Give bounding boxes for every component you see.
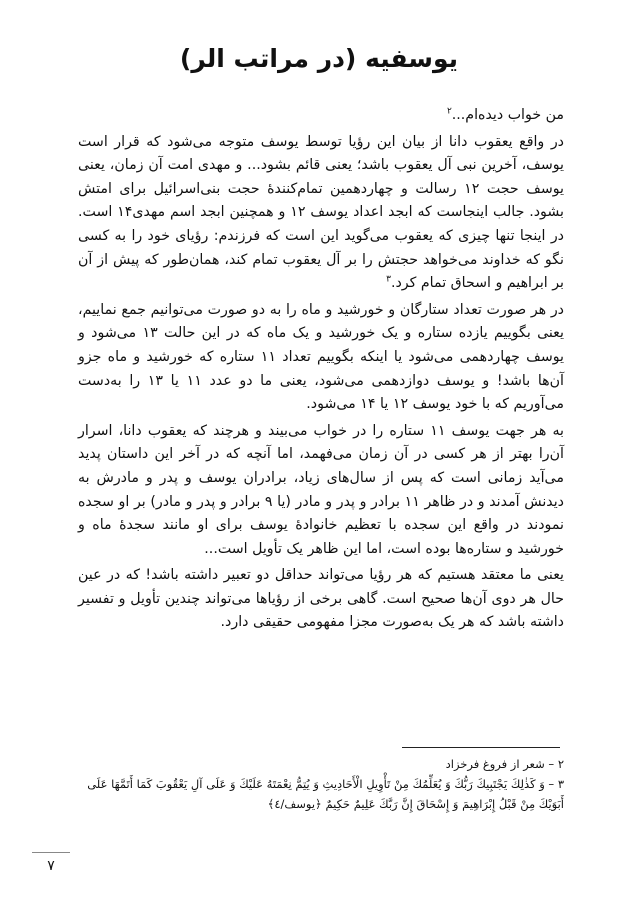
body-text xyxy=(78,104,564,638)
footnote-2: ٢ – شعر از فروغ فرخزاد xyxy=(445,757,564,771)
footnote-3: ٣ – وَ كَذٰلِكَ يَجْتَبِيكَ رَبُّكَ وَ يُعَلِّمُكَ مِنْ تَأْوِيلِ الْأَحَادِيثِ وَ يُتِمُّ نِعْمَتَهُ عَلَيْكَ وَ عَلَى آلِ يَعْقُوبَ كَمَا أَتَمَّهَا عَلَى أَبَوَيْكَ مِنْ قَبْلُ إِبْرَاهِيمَ وَ إِسْحَاقَ إِنَّ رَبَّكَ عَلِيمٌ حَكِيمٌ ﴿يوسف/٤﴾ xyxy=(87,777,564,811)
paragraph-text: به هر جهت یوسف ۱۱ ستاره را در خواب می‌بیند و هرچند که یعقوب دانا، اسرار آن‌را بهتر از هر کسی در آن زمان می‌فهمد، اما آنچه که در آخر این داستان پدید می‌آید زمانی است که پس از سال‌های زیاد، برادران یوسف و پدر و مادرش به دیدنش آمدند و در ظاهر ۱۱ برادر و پدر و مادر (یا ۹ برادر و پدر و مادر) بر او سجده نمودند در واقع این سجده با تعظیم خانوادهٔ یوسف برای او مانند سجدهٔ ماه و خورشید و ستاره‌ها بوده است، اما این ظاهر یک تأویل است... xyxy=(78,422,564,557)
paragraph-2 xyxy=(78,131,564,296)
paragraph-text: در واقع یعقوب دانا از بیان این رؤیا توسط یوسف متوجه می‌شود که قرار است یوسف، آخرین نبی آل یعقوب باشد؛ یعنی قائم بشود... و مهدی امت آن زمان، یعنی یوسف حجت ۱۲ رسالت و چهاردهمین تمام‌کنندهٔ حجت بنی‌اسرائیل برای امتش بشود. جالب اینجاست که ابجد اعداد یوسف ۱۲ و همچنین ابجد اسم مهدی۱۴ است. در اینجا تنها چیزی که یعقوب می‌گوید این است که فرزندم: رؤیای خود را به کسی نگو که خداوند می‌خواهد حجتش را بر آل یعقوب تمام کند، همان‌طور که پیش از آن بر ابراهیم و اسحاق تمام کرد. xyxy=(78,133,564,292)
footnote-ref: ٢ xyxy=(446,106,452,117)
paragraph-4 xyxy=(78,420,564,562)
paragraph-text: من خواب دیده‌ام... xyxy=(451,107,564,123)
footnote-divider xyxy=(402,747,560,748)
page-number-divider xyxy=(32,852,70,853)
paragraph-1 xyxy=(78,104,564,128)
paragraph-text: در هر صورت تعداد ستارگان و خورشید و ماه را به دو صورت می‌توانیم جمع نماییم، یعنی بگوییم یازده ستاره و یک خورشید و یک ماه که در این حالت ۱۳ می‌شود و یوسف چهاردهمی می‌شود یا اینکه بگوییم تعداد ۱۱ ستاره که خورشید و ماه جزو آن‌ها باشد! و یوسف دوازدهمی می‌شود، یعنی ما دو عدد ۱۱ یا ۱۳ را به‌دست می‌آوریم که با خود یوسف ۱۲ یا ۱۴ می‌شود. xyxy=(78,301,564,413)
page-title: یوسفیه (در مراتب الر) xyxy=(179,44,459,73)
paragraph-text: یعنی ما معتقد هستیم که هر رؤیا می‌تواند حداقل دو تعبیر داشته باشد! که در عین حال هر دوی آن‌ها صحیح است. گاهی برخی از رؤیاها می‌تواند چندین تأویل و تفسیر داشته باشد که هر یک به‌صورت مجزا مفهومی حقیقی دارد. xyxy=(78,567,564,631)
footnote-ref: ٣ xyxy=(386,274,391,285)
footnotes xyxy=(72,754,564,814)
page-number: ٧ xyxy=(47,858,55,874)
paragraph-5 xyxy=(78,564,564,635)
paragraph-3 xyxy=(78,299,564,417)
